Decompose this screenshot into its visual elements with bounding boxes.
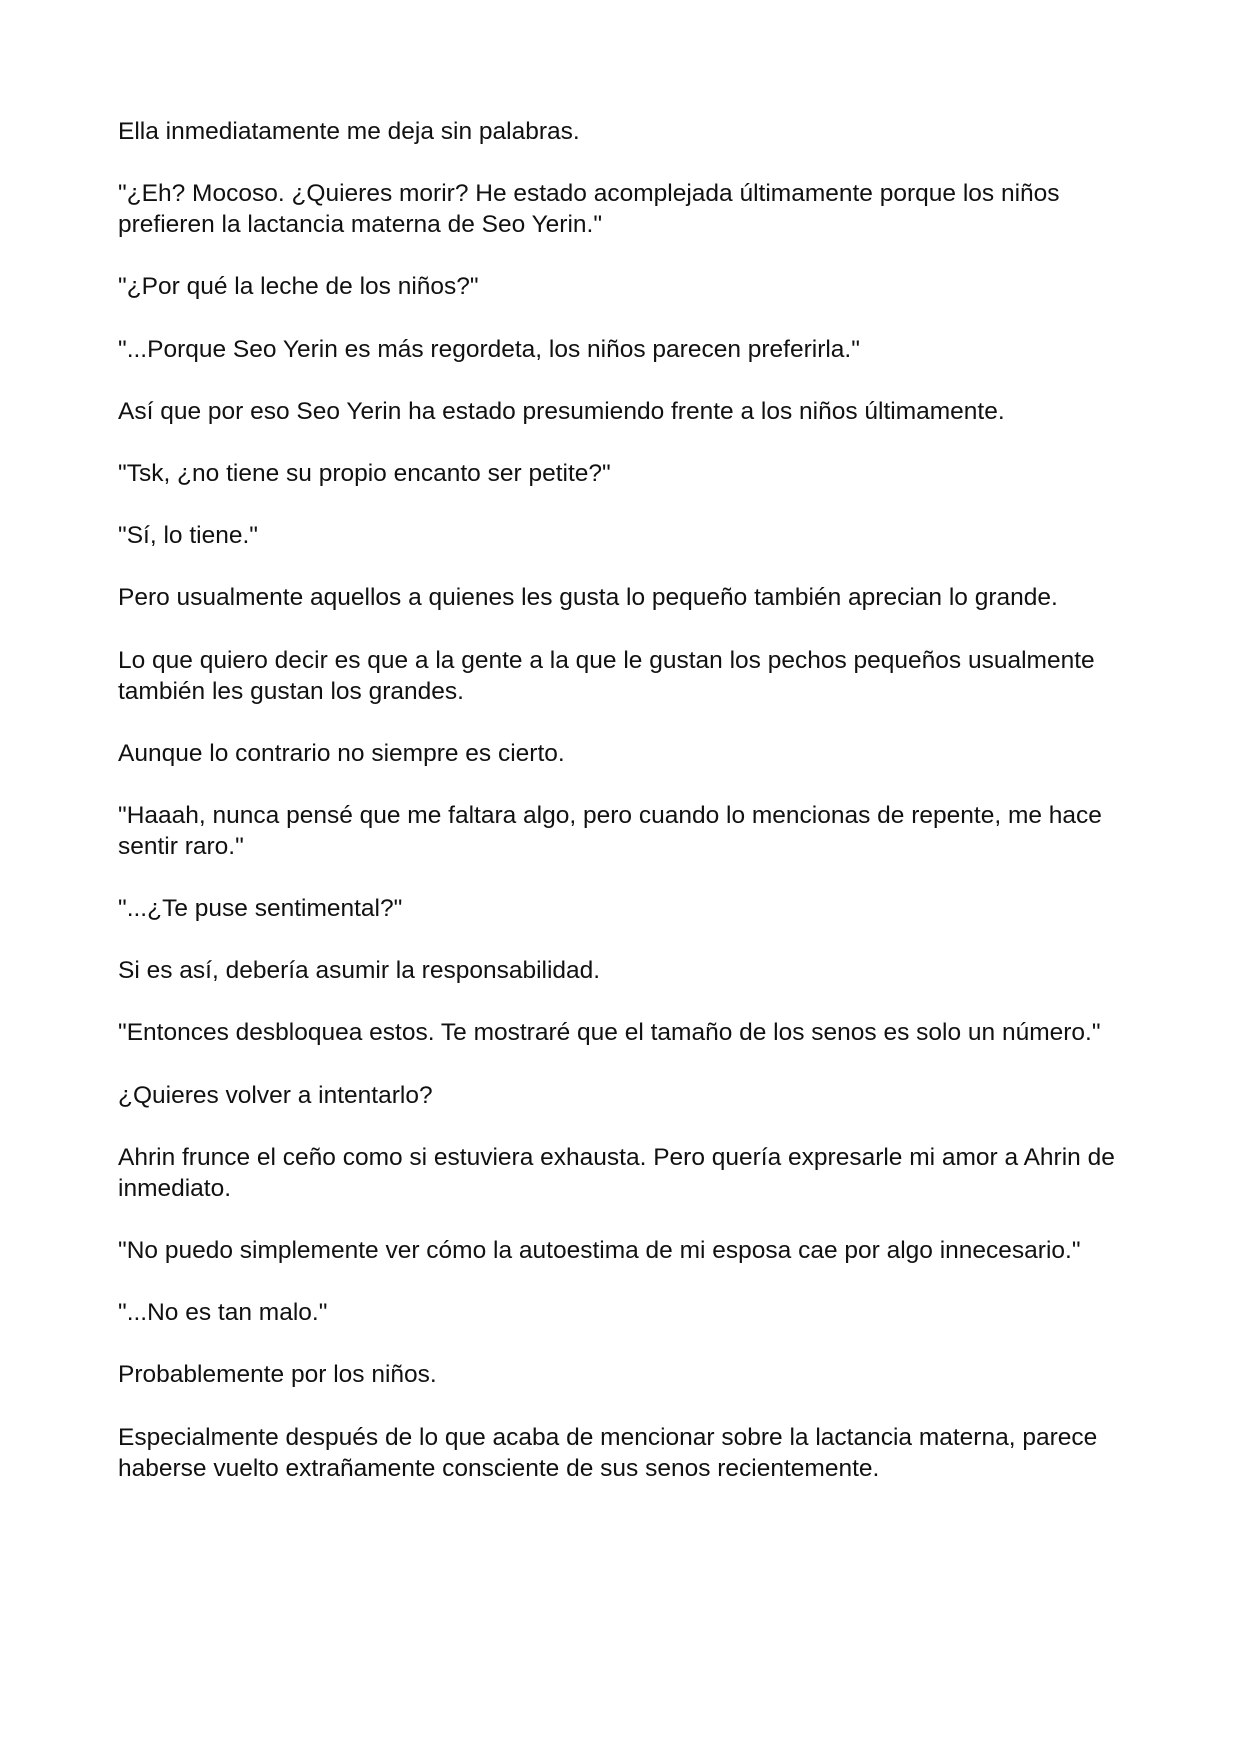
paragraph: "Tsk, ¿no tiene su propio encanto ser petite?" <box>118 459 611 487</box>
paragraph: "No puedo simplemente ver cómo la autoestima de mi esposa cae por algo innecesario." <box>118 1237 1081 1264</box>
paragraph: "Entonces desbloquea estos. Te mostraré que el tamaño de los senos es solo un número." <box>118 1019 1101 1047</box>
paragraph: "¿Por qué la leche de los niños?" <box>118 273 479 301</box>
paragraph: "...Porque Seo Yerin es más regordeta, los niños parecen preferirla." <box>118 335 860 363</box>
paragraph: Si es así, debería asumir la responsabilidad. <box>118 957 601 985</box>
paragraph: Ahrin frunce el ceño como si estuviera exhausta. Pero quería expresarle mi amor a Ahrin de inmediato. <box>118 1143 1115 1202</box>
paragraph: Ella inmediatamente me deja sin palabras. <box>118 118 580 145</box>
paragraph: ¿Quieres volver a intentarlo? <box>118 1081 433 1109</box>
paragraph: Especialmente después de lo que acaba de mencionar sobre la lactancia materna, parece haberse vuelto extrañamente consciente de sus senos recientemente. <box>118 1423 1098 1482</box>
paragraph: "Sí, lo tiene." <box>118 522 258 550</box>
document-body <box>118 116 1128 1515</box>
paragraph: "...¿Te puse sentimental?" <box>118 895 403 923</box>
paragraph: Pero usualmente aquellos a quienes les gusta lo pequeño también aprecian lo grande. <box>118 584 1058 612</box>
paragraph: "...No es tan malo." <box>118 1299 328 1327</box>
paragraph: Aunque lo contrario no siempre es cierto. <box>118 739 565 767</box>
paragraph: "Haaah, nunca pensé que me faltara algo, pero cuando lo mencionas de repente, me hace sentir raro." <box>118 801 1102 860</box>
paragraph: Lo que quiero decir es que a la gente a la que le gustan los pechos pequeños usualmente también les gustan los grandes. <box>118 646 1095 705</box>
paragraph: Así que por eso Seo Yerin ha estado presumiendo frente a los niños últimamente. <box>118 397 1005 425</box>
paragraph: "¿Eh? Mocoso. ¿Quieres morir? He estado acomplejada últimamente porque los niños prefieren la lactancia materna de Seo Yerin." <box>118 180 1060 239</box>
paragraph: Probablemente por los niños. <box>118 1361 437 1389</box>
